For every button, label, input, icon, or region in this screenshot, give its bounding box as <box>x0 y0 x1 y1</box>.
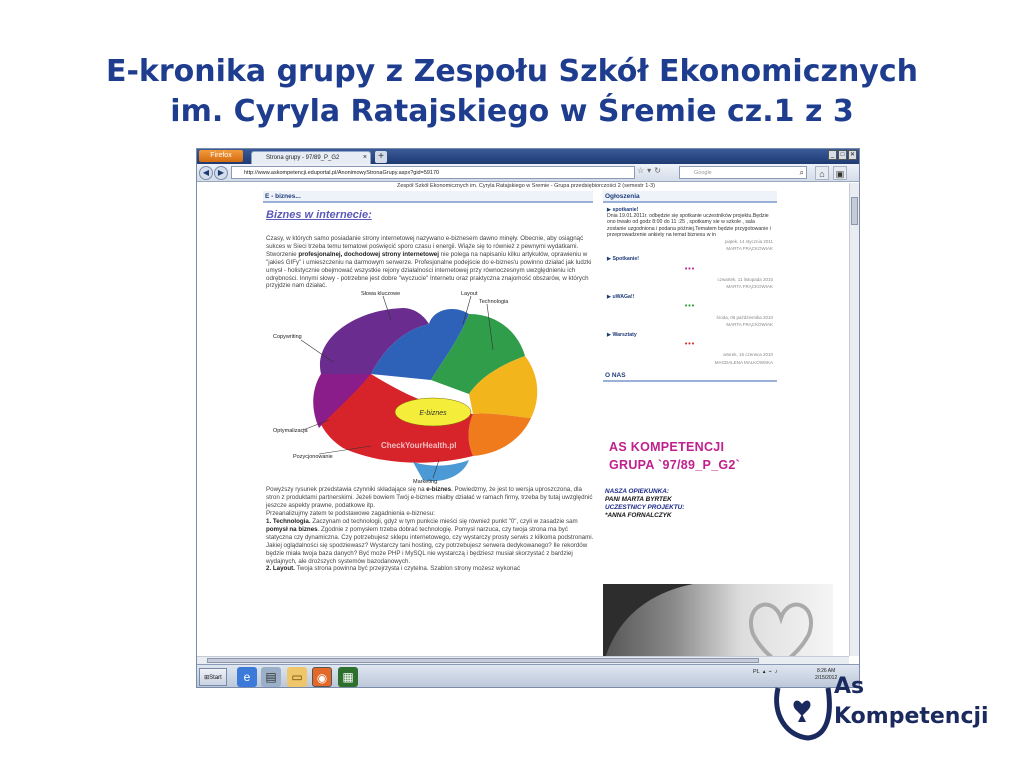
tutor-label: NASZA OPIEKUNKA: <box>605 487 670 495</box>
search-input[interactable] <box>679 166 807 179</box>
network-icon[interactable]: ⌁ <box>768 669 772 675</box>
para4-heading: 2. Layout. <box>266 565 295 573</box>
maximize-button[interactable]: □ <box>838 150 847 160</box>
announcement-3-author: MARTA FRĄCKOWIAK <box>726 321 773 327</box>
tutor-name: PANI MARTA BYRTEK <box>605 495 672 503</box>
close-window-button[interactable]: ✕ <box>849 152 856 158</box>
announcement-title[interactable]: ▶ spotkanie! <box>607 207 639 213</box>
clock-time: 8:26 AM <box>816 668 836 674</box>
about-heading: O NAS <box>603 370 777 382</box>
announcement-title[interactable]: ▶ Warsztaty <box>607 332 637 339</box>
group-photo <box>603 584 833 656</box>
back-arrow-icon[interactable]: ◀ <box>199 166 213 180</box>
search-icon[interactable]: ⌕ <box>799 168 804 177</box>
minimize-button[interactable]: _ <box>828 150 837 160</box>
announcement-3-date: środa, 06 października 2010 <box>716 314 773 320</box>
announcement-1-body: Dnia 19.01.2011r. odbędzie się spotkanie uczestników projektu.Będzie ono trwało od godz 8:00 do 11 :25 , spotkamy sie w szkole , sala zostanie uzgodniona i podana później.Tematem będzie przygotowanie i przeprowadzenie ankiety na temat biznesu w in <box>607 213 771 238</box>
para3-bold: pomysł na biznes <box>266 525 318 533</box>
announcement-2-title: Spotkanie! <box>612 256 639 263</box>
slide-title-line2: im. Cyryla Ratajskiego w Śremie cz.1 z 3 <box>170 94 854 129</box>
announcement-2-author: MARTA FRĄCKOWIAK <box>726 284 773 290</box>
tab-title: Strona grupy - 97/89_P_G2 <box>266 155 340 161</box>
vertical-scrollbar[interactable] <box>849 183 859 656</box>
label-copywriting: Copywriting <box>273 334 302 341</box>
address-bar-actions <box>637 166 661 175</box>
right-column <box>603 191 777 656</box>
slide-title <box>0 52 1024 132</box>
slide-title-line1: E-kronika grupy z Zespołu Szkół Ekonomicznych <box>105 54 919 89</box>
brain-diagram <box>263 290 601 484</box>
label-marketing: Marketing <box>413 479 438 485</box>
para1-bold: profesjonalnej, dochodowej strony internetowej <box>298 250 439 258</box>
group-title <box>603 438 777 474</box>
announcement-1-date: piątek, 14 stycznia 2011 <box>725 239 773 245</box>
heart-shape <box>751 605 811 656</box>
dropdown-icon[interactable]: ▾ <box>647 166 652 175</box>
computer-icon[interactable]: ▤ <box>261 667 281 687</box>
team-info <box>603 488 777 520</box>
member-1: *ANNA FORNALCZYK <box>605 511 672 519</box>
close-tab-icon[interactable]: × <box>362 154 367 161</box>
dots-separator: ••• <box>684 341 696 349</box>
browser-screenshot <box>196 148 860 688</box>
para4-text: Twoja strona powinna być przejrzysta i czytelna. Szablon strony możesz wykonać <box>294 565 521 573</box>
logo-text-line2: Kompetencji <box>834 704 989 729</box>
label-layout: Layout <box>461 291 478 298</box>
firefox-icon[interactable]: ◉ <box>312 667 332 687</box>
announcement-3-title: uWAGa!! <box>612 294 635 301</box>
para2-text-a: Powyższy rysunek przedstawia czynniki składające się na <box>266 486 427 494</box>
firefox-menu-button[interactable]: Firefox <box>199 150 243 162</box>
group-line2: GRUPA `97/89_P_G2` <box>609 457 741 472</box>
logo-text-line1: As <box>834 674 865 699</box>
home-icon[interactable]: ⌂ <box>815 166 829 180</box>
scrollbar-thumb[interactable] <box>207 658 759 663</box>
article-paragraph-2 <box>263 486 601 573</box>
para3-text-a: Zaczynam od technologii, gdyż w tym punkcie mieści się również punkt "0", czyli w zasadzie sam <box>310 517 578 525</box>
announcement-title[interactable]: ▶ uWAGa!! <box>607 294 635 301</box>
para2-bold: e-biznes <box>426 486 452 494</box>
new-tab-button[interactable]: + <box>375 151 387 163</box>
taskbar <box>197 664 859 688</box>
announcement-1-title: spotkanie! <box>612 207 639 213</box>
tab-active[interactable] <box>251 151 371 164</box>
group-line1: AS KOMPETENCJI <box>609 439 725 454</box>
menu-icon[interactable]: ▣ <box>833 166 847 180</box>
start-button[interactable]: ⊞Start <box>199 668 227 686</box>
photo-art <box>603 584 833 656</box>
scrollbar-thumb[interactable] <box>851 197 858 225</box>
page-content <box>197 183 859 656</box>
label-positioning: Pozycjonowanie <box>293 454 333 461</box>
label-technology: Technologia <box>479 299 509 306</box>
app-icon[interactable]: ▦ <box>338 667 358 687</box>
folder-icon[interactable]: ▭ <box>287 667 307 687</box>
article-title[interactable]: Biznes w internecie: <box>266 209 372 221</box>
label-optimization: Optymalizacja <box>273 428 308 435</box>
search-placeholder: Google <box>694 170 712 176</box>
navigation-bar <box>197 164 859 182</box>
article-paragraph-1 <box>263 235 601 290</box>
spade-icon <box>794 701 811 716</box>
brain-stem <box>413 460 469 481</box>
section-title: E - biznes... <box>263 191 593 203</box>
center-label: E-biznes <box>419 410 447 418</box>
para1-text-b: Stworzenie <box>266 250 299 258</box>
label-keywords: Słowa kluczowe <box>361 291 401 298</box>
horizontal-scrollbar[interactable] <box>197 656 849 664</box>
para1-text-c: nie polega na napisaniu kilku artykułów, oprawieniu w "jakieś GIFy" i umieszczeniu na darmowym serwerze. Profesjonalne podejście do e-biznes'u powinno działać jak ludzki umysł - holistycznie obejmować wszystkie rejony działalności internetowej przy równoczesnym uwzględnieniu ich odrębności. Innymi słowy - potrzebne jest dobre "wyczucie" Internetu oraz praktyczna znajomość obszarów, w których przyjdzie nam działać. <box>266 250 592 290</box>
para1-text-a: Czasy, w których samo posiadanie strony internetowej nazywano e-biznesem dawno minęły. Obecnie, aby osiągnąć sukces w Sieci trzeba temu tematowi poświęcić sporo czasu i energii. Wiąże się to również z pewnymi wydatkami. <box>266 235 584 250</box>
spade-stem <box>798 714 806 722</box>
para3-text-b: . Zgodnie z pomysłem trzeba dobrać technologię. Pomysł narzuca, czy twoja strona ma być statyczna czy dynamiczna. Czy potrzebujesz sklepu internetowego, czy wystarczy prosty serwis z kilkoma podstronami. Jakiej oglądalności się spodziewasz? Wystarczy tani hosting, czy potrzebujesz serwera dedykowanego? Ile rekordów będzie miała twoja baza danych? Być może PHP i MySQL nie wystarczą i będziesz musiał skorzystać z bardziej wydajnych, ale droższych systemów bazodanowych. <box>266 525 594 565</box>
para2-text-c: Przeanalizujmy zatem te podstawowe zagadnienia e-biznesu: <box>266 510 435 518</box>
page-header-line: Zespół Szkół Ekonomicznych im. Cyryla Ratajskiego w Śremie - Grupa przedsiębiorczości 2 (semestr 1-3) <box>397 183 655 189</box>
ie-icon[interactable]: e <box>237 667 257 687</box>
dots-separator: ••• <box>684 303 696 311</box>
brain-illustration <box>263 290 601 484</box>
toolbar-right <box>815 166 847 180</box>
tray-icon[interactable]: ▴ <box>762 669 766 675</box>
announcement-4-date: wtorek, 15 czerwca 2010 <box>723 352 773 358</box>
members-label: UCZESTNICY PROJEKTU: <box>605 503 685 511</box>
address-bar[interactable]: http://www.askompetencji.eduportal.pl/AnonimowyStronaGrupy.aspx?gid=59170 <box>231 166 635 179</box>
start-label: Start <box>209 675 222 681</box>
announcement-4-author: MAGDALENA MALKOWSKA <box>714 359 773 365</box>
reload-icon[interactable]: ↻ <box>654 166 661 175</box>
watermark-text: CheckYourHealth.pl <box>381 441 457 451</box>
tab-bar <box>197 149 859 164</box>
announcement-title[interactable]: ▶ Spotkanie! <box>607 256 639 263</box>
para2-text-b: . Powiedzmy, że jest to wersja uproszczona, dla stron z produktami partnerskimi. Jeżeli bowiem Twój e-biznes miałby działać w ramach firmy, trzeba by tutaj uwzględnić jeszcze aspekty prawne, podatkowe itp. <box>266 486 593 510</box>
announcement-2-date: czwartek, 11 listopada 2010 <box>717 276 773 282</box>
forward-arrow-icon[interactable]: ▶ <box>214 166 228 180</box>
announcement-1-author: MARTA FRĄCKOWIAK <box>726 246 773 252</box>
language-indicator[interactable]: PL <box>753 669 760 675</box>
bookmark-star-icon[interactable]: ☆ <box>637 166 645 175</box>
main-column <box>263 191 601 656</box>
clock-date: 2/15/2012 <box>815 675 838 681</box>
announcements-list <box>603 207 777 366</box>
announcement-4-title: Warsztaty <box>612 332 637 339</box>
lobe-orange <box>469 414 532 457</box>
dots-separator: ••• <box>684 265 696 273</box>
announcements-heading: Ogłoszenia <box>603 191 777 203</box>
volume-icon[interactable]: ♪ <box>774 669 778 675</box>
window-controls <box>828 150 857 160</box>
para3-heading: 1. Technologia. <box>266 517 311 525</box>
